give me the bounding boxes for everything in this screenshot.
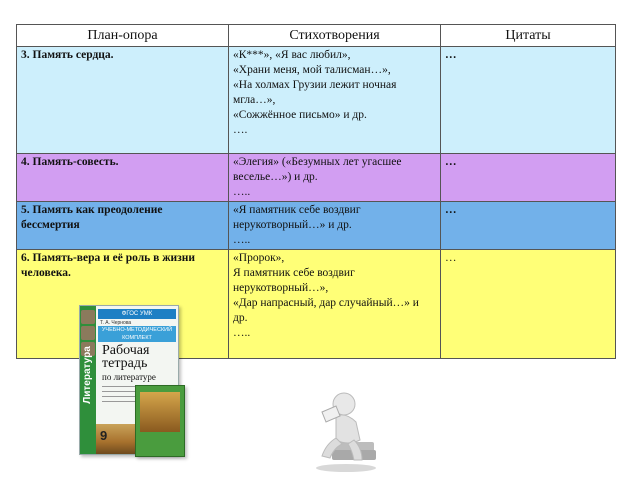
poem-line: …. [233,124,248,136]
book-series: УЧЕБНО-МЕТОДИЧЕСКИЙ КОМПЛЕКТ [98,326,176,342]
book-grade: 9 [100,428,108,443]
poem-line: «Дар напрасный, дар случайный…» и др. [233,297,419,324]
poems-cell [229,202,441,250]
reading-person-icon [296,382,388,474]
book-title-line: тетрадь [102,356,148,371]
book-title [102,344,176,384]
poems-cell [229,154,441,202]
poem-line: «Храни меня, мой талисман…», [233,64,391,76]
header-quotes: Цитаты [441,25,616,47]
poem-line: «Элегия» («Безумных лет угасшее веселье…») и др. [233,156,402,183]
plan-cell: 6. Память-вера и её роль в жизни человека. [17,250,229,359]
book-title-line: по литературе [102,372,156,382]
plan-cell: 5. Память как преодоление бессмертия [17,202,229,250]
header-poems: Стихотворения [229,25,441,47]
poems-cell [229,250,441,359]
table-row [17,47,616,154]
poems-cell [229,47,441,154]
fgos-badge: ФГОС УМК [98,309,176,319]
poem-line: «Пророк», [233,252,285,264]
table-row [17,154,616,202]
poem-line: «Сожжённое письмо» и др. [233,109,367,121]
poem-line: ….. [233,327,251,339]
poem-line: «Я памятник себе воздвиг нерукотворный…» и др. [233,204,361,231]
poem-line: ….. [233,234,251,246]
textbook-illustration [140,392,180,432]
poem-line: ….. [233,186,251,198]
table-row [17,202,616,250]
table-header-row [17,25,616,47]
quotes-cell: … [441,250,616,359]
quotes-cell: … [441,154,616,202]
plan-cell: 3. Память сердца. [17,47,229,154]
spine-title: Литература [82,346,93,404]
workbook-spine [80,306,96,454]
poem-line: «На холмах Грузии лежит ночная мгла…», [233,79,397,106]
plan-cell: 4. Память-совесть. [17,154,229,202]
book-title-line: Рабочая [102,343,150,358]
textbook-cover [135,385,185,457]
quotes-cell: … [441,202,616,250]
book-author: Т. А. Чернова [100,320,132,326]
poem-line: Я памятник себе воздвиг нерукотворный…», [233,267,355,294]
header-plan: План-опора [17,25,229,47]
quotes-cell: … [441,47,616,154]
poem-line: «К***», «Я вас любил», [233,49,351,61]
